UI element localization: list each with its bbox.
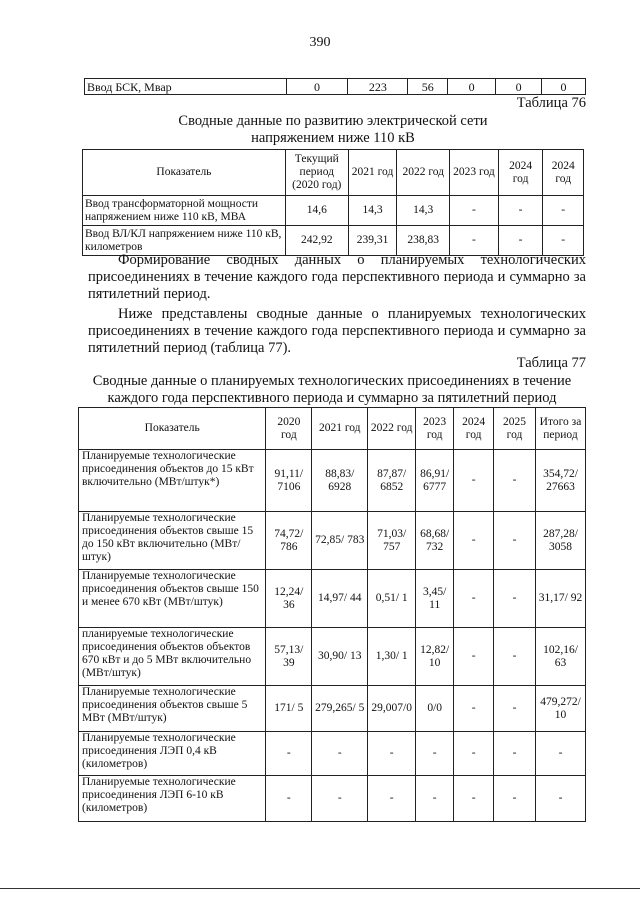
table-cell: 223 — [348, 79, 408, 95]
table76-title-line2: напряжением ниже 110 кВ — [251, 130, 415, 146]
table-cell: 0 — [542, 79, 586, 95]
table-cell: 0 — [286, 79, 348, 95]
table-cell: - — [312, 732, 368, 776]
table-cell: - — [535, 776, 585, 822]
paragraph-1 — [88, 252, 586, 303]
table-cell: 86,91/ 6777 — [416, 450, 454, 512]
table-cell: - — [368, 732, 416, 776]
table-header-row — [79, 408, 586, 450]
column-header: 2023 год — [416, 408, 454, 450]
table-cell: - — [494, 450, 536, 512]
table-cell: - — [454, 512, 494, 570]
paragraph-1-text: Формирование сводных данных о планируемых технологических присоединениях в течение каждого года перспективного периода и суммарно за пятилетний период. — [88, 252, 586, 302]
table-cell: - — [416, 732, 454, 776]
table-cell: 91,11/ 7106 — [266, 450, 312, 512]
row-label: Планируемые технологические присоединения объектов свыше 5 МВт (МВт/штук) — [79, 686, 266, 732]
table-cell: 30,90/ 13 — [312, 628, 368, 686]
table-row — [79, 628, 586, 686]
table-cell: 102,16/ 63 — [535, 628, 585, 686]
table-cell: 88,83/ 6928 — [312, 450, 368, 512]
table-cell: - — [494, 732, 536, 776]
table-cell: 0/0 — [416, 686, 454, 732]
table-cell: 14,3 — [397, 196, 450, 226]
row-label: Ввод ВЛ/КЛ напряжением ниже 110 кВ, километров — [83, 226, 286, 256]
table-cell: 0,51/ 1 — [368, 570, 416, 628]
column-header: Показатель — [79, 408, 266, 450]
paragraph-2-text: Ниже представлены сводные данные о планируемых технологических присоединениях в течение каждого года перспективного периода и суммарно за пятилетний период (таблица 77). — [88, 306, 586, 356]
row-label: Планируемые технологические присоединения объектов до 15 кВт включительно (МВт/штук*) — [79, 450, 266, 512]
row-label: планируемые технологические присоединения объектов объектов 670 кВт и до 5 МВт включительно (МВт/штук) — [79, 628, 266, 686]
table-row — [79, 570, 586, 628]
column-header: 2020 год — [266, 408, 312, 450]
table-cell: - — [494, 628, 536, 686]
table77-caption: Таблица 77 — [516, 355, 586, 371]
table-cell: - — [266, 732, 312, 776]
table-cell: 87,87/ 6852 — [368, 450, 416, 512]
table-cell: 14,97/ 44 — [312, 570, 368, 628]
table-row — [79, 450, 586, 512]
table-row — [79, 732, 586, 776]
table-row — [79, 776, 586, 822]
column-header: Показатель — [83, 150, 286, 196]
table-cell: 12,24/ 36 — [266, 570, 312, 628]
table-cell: - — [454, 570, 494, 628]
table-cell: - — [266, 776, 312, 822]
table-cell: 239,31 — [348, 226, 397, 256]
table-cell: 242,92 — [285, 226, 348, 256]
table-cell: 479,272/ 10 — [535, 686, 585, 732]
row-label: Планируемые технологические присоединения ЛЭП 0,4 кВ (километров) — [79, 732, 266, 776]
row-label: Планируемые технологические присоединения объектов свыше 150 и менее 670 кВт (МВт/штук) — [79, 570, 266, 628]
table-cell: 68,68/ 732 — [416, 512, 454, 570]
table-cell: - — [535, 732, 585, 776]
table-cell: 31,17/ 92 — [535, 570, 585, 628]
table76-caption: Таблица 76 — [516, 95, 586, 111]
table-cell: 74,72/ 786 — [266, 512, 312, 570]
table-cell: 57,13/ 39 — [266, 628, 312, 686]
paragraph-2 — [88, 306, 586, 357]
table-cell: 12,82/ 10 — [416, 628, 454, 686]
table-row — [83, 226, 584, 256]
table-row — [83, 196, 584, 226]
table-cell: 171/ 5 — [266, 686, 312, 732]
table-cell: - — [454, 732, 494, 776]
row-label: Ввод БСК, Мвар — [85, 79, 287, 95]
table-cell: - — [454, 628, 494, 686]
table-cell: - — [543, 226, 584, 256]
table-cell: - — [450, 226, 499, 256]
column-header: 2024 год — [498, 150, 543, 196]
table-cell: 72,85/ 783 — [312, 512, 368, 570]
table-cell: 279,265/ 5 — [312, 686, 368, 732]
column-header: 2022 год — [397, 150, 450, 196]
column-header: 2024 год — [543, 150, 584, 196]
table-cell: 56 — [408, 79, 448, 95]
row-label: Планируемые технологические присоединения объектов свыше 15 до 150 кВт включительно (МВт/штук) — [79, 512, 266, 570]
table-row — [85, 79, 586, 95]
table-cell: 3,45/ 11 — [416, 570, 454, 628]
table77 — [78, 407, 586, 822]
table-cell: 14,3 — [348, 196, 397, 226]
table77-title-line2: каждого года перспективного периода и суммарно за пятилетний период — [107, 390, 557, 406]
table-cell: 287,28/ 3058 — [535, 512, 585, 570]
column-header: 2024 год — [454, 408, 494, 450]
table-cell: 238,83 — [397, 226, 450, 256]
table-cell: 354,72/ 27663 — [535, 450, 585, 512]
table-cell: - — [494, 512, 536, 570]
table76 — [82, 149, 584, 256]
table-cell: 1,30/ 1 — [368, 628, 416, 686]
table-cell: - — [454, 776, 494, 822]
column-header: 2021 год — [312, 408, 368, 450]
column-header: 2023 год — [450, 150, 499, 196]
table-cell: 14,6 — [285, 196, 348, 226]
table-cell: - — [494, 776, 536, 822]
table-cell: - — [454, 686, 494, 732]
table-row — [79, 512, 586, 570]
table-cell: - — [494, 686, 536, 732]
page-number: 390 — [309, 35, 331, 50]
table-cell: - — [494, 570, 536, 628]
table-cell: 0 — [448, 79, 496, 95]
column-header: 2025 год — [494, 408, 536, 450]
row-label: Ввод трансформаторной мощности напряжением ниже 110 кВ, МВА — [83, 196, 286, 226]
top-table — [84, 78, 586, 95]
table-cell: - — [368, 776, 416, 822]
table-cell: - — [450, 196, 499, 226]
footer-divider — [0, 888, 640, 889]
row-label: Планируемые технологические присоединения ЛЭП 6-10 кВ (километров) — [79, 776, 266, 822]
table-row — [79, 686, 586, 732]
table-cell: - — [543, 196, 584, 226]
table-cell: - — [498, 196, 543, 226]
table-cell: - — [312, 776, 368, 822]
column-header: 2021 год — [348, 150, 397, 196]
table-cell: - — [454, 450, 494, 512]
table-cell: - — [498, 226, 543, 256]
table-header-row — [83, 150, 584, 196]
table76-title-line1: Сводные данные по развитию электрической сети — [178, 113, 488, 129]
table-cell: 71,03/ 757 — [368, 512, 416, 570]
column-header: 2022 год — [368, 408, 416, 450]
column-header: Итого за период — [535, 408, 585, 450]
table-cell: - — [416, 776, 454, 822]
table77-title-line1: Сводные данные о планируемых технологических присоединениях в течение — [92, 373, 572, 389]
table-cell: 29,007/0 — [368, 686, 416, 732]
column-header: Текущий период (2020 год) — [285, 150, 348, 196]
table-cell: 0 — [496, 79, 542, 95]
